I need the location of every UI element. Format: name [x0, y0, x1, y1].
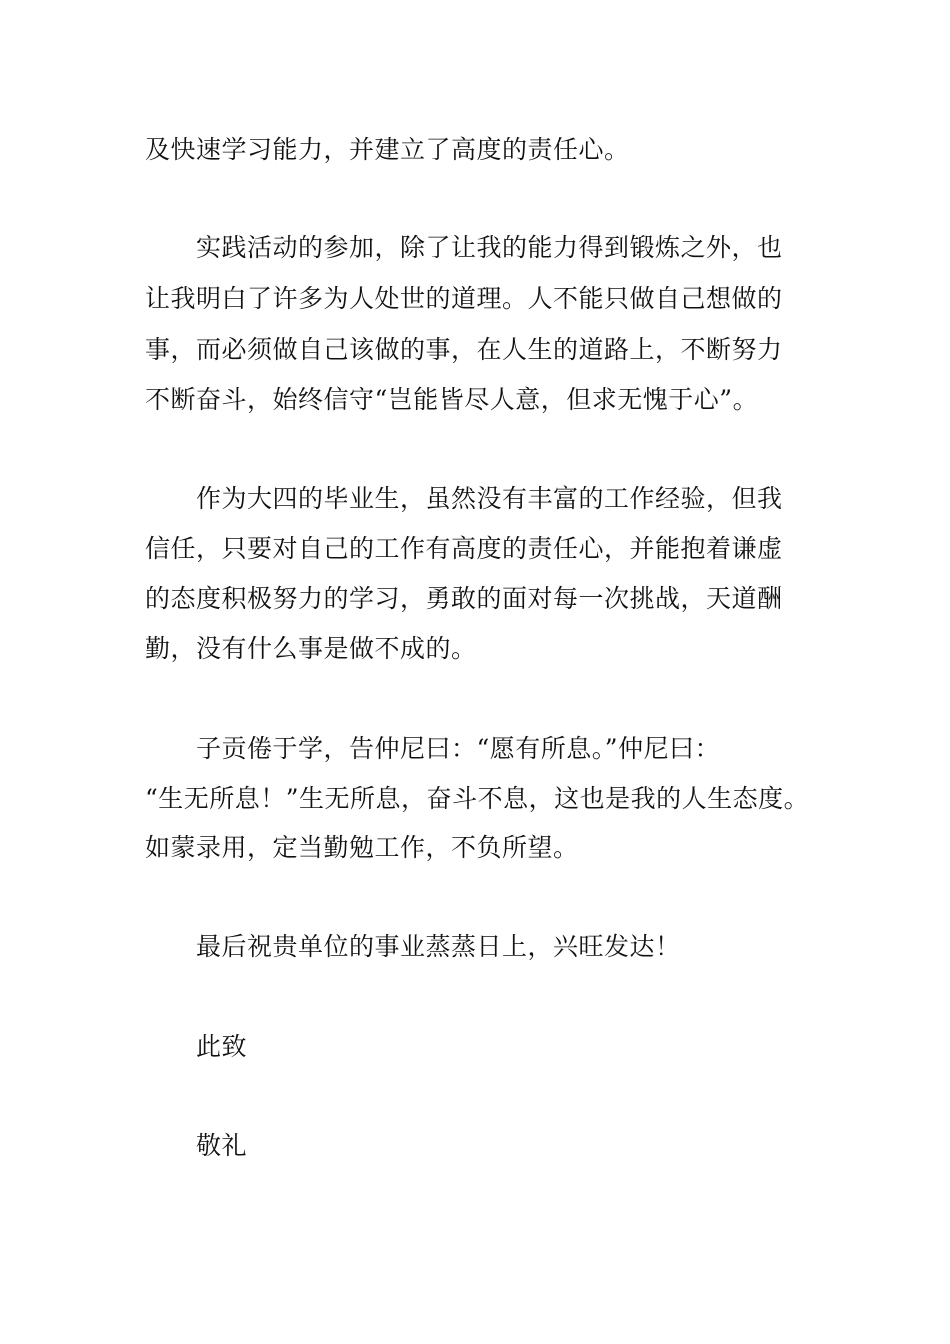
paragraph-2-line-1: 实践活动的参加，除了让我的能力得到锻炼之外，也: [196, 233, 783, 262]
paragraph-1-line-1: 及快速学习能力，并建立了高度的责任心。: [145, 135, 630, 164]
paragraph-3-line-4: 勤，没有什么事是做不成的。: [145, 634, 477, 663]
closing-wish: 最后祝贵单位的事业蒸蒸日上，兴旺发达！: [196, 932, 681, 961]
paragraph-4-line-3: 如蒙录用，定当勤勉工作，不负所望。: [145, 833, 579, 862]
paragraph-3-line-3: 的态度积极努力的学习，勇敢的面对每一次挑战，天道酬: [145, 584, 783, 613]
salutation-cizhi: 此致: [196, 1032, 248, 1061]
salutation-jingli: 敬礼: [196, 1131, 248, 1160]
paragraph-3-line-1: 作为大四的毕业生，虽然没有丰富的工作经验，但我: [196, 484, 783, 513]
paragraph-2-line-3: 事，而必须做自己该做的事，在人生的道路上，不断努力: [145, 335, 783, 364]
paragraph-2-line-2: 让我明白了许多为人处世的道理。人不能只做自己想做的: [145, 284, 783, 313]
paragraph-2-line-4: 不断奋斗，始终信守“岂能皆尽人意，但求无愧于心”。: [145, 385, 759, 414]
paragraph-4-line-1: 子贡倦于学，告仲尼曰：“愿有所息。”仲尼曰：: [196, 734, 721, 763]
paragraph-3-line-2: 信任，只要对自己的工作有高度的责任心，并能抱着谦虚: [145, 534, 783, 563]
paragraph-4-line-2: “生无所息！”生无所息，奋斗不息，这也是我的人生态度。: [145, 784, 810, 813]
